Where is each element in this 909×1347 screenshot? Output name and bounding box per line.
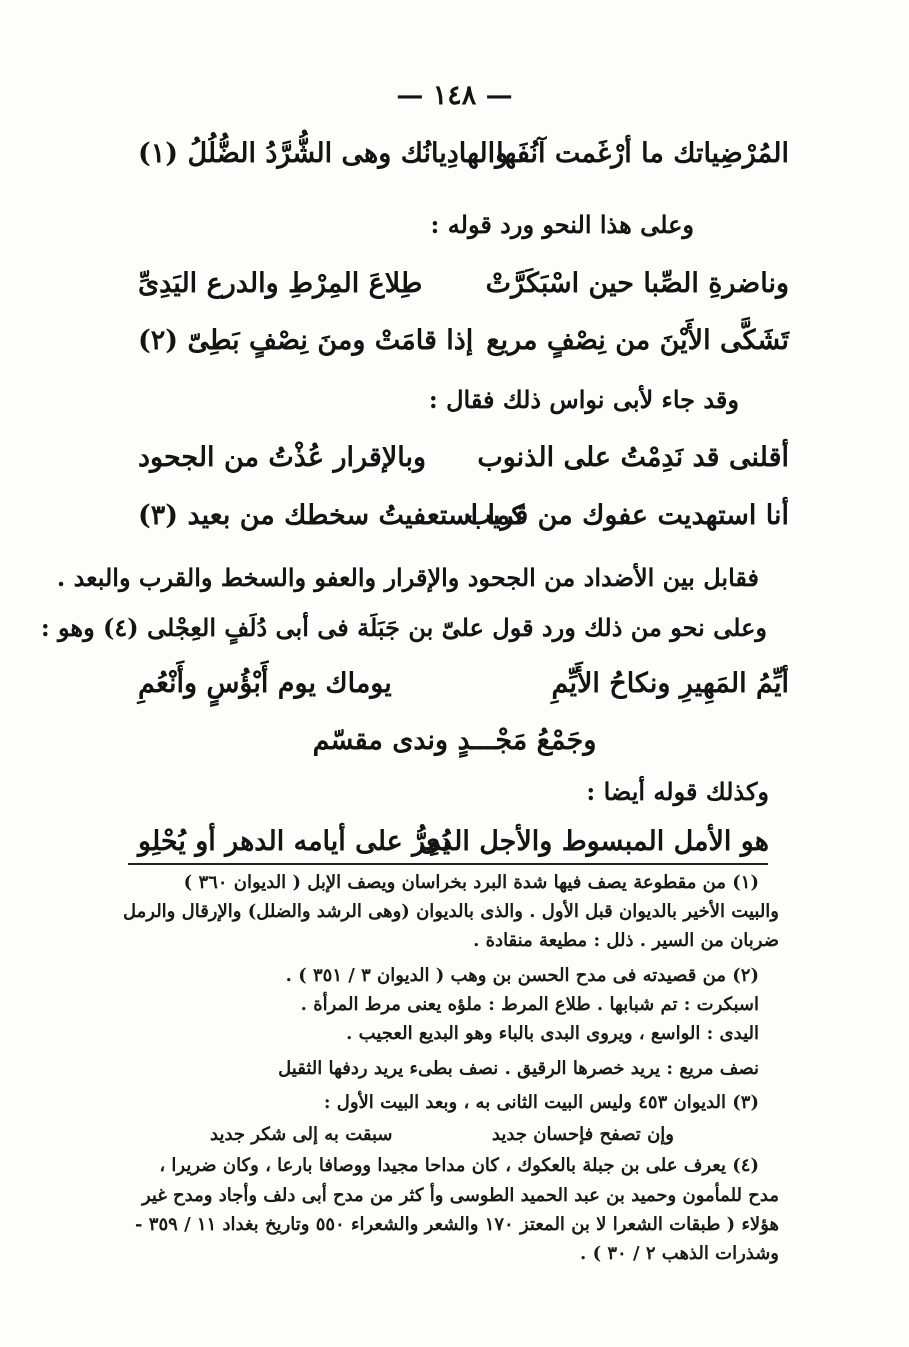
intro-line-3: وكذلك قوله أيضا : <box>586 777 769 806</box>
verse-1-first-hemistich: المُرْضِياتك ما أرْغَمت آنُفَها <box>496 138 789 169</box>
verse-8-second-hemistich: يُمِرُّ على أيامه الدهر أو يُحْلِو <box>138 826 451 857</box>
footnote-3-line-1: (٣) الديوان ٤٥٣ وليس البيت الثانى به ، وبعد البيت الأول : <box>323 1092 759 1113</box>
footnote-2-line-1: (٢) من قصيدته فى مدح الحسن بن وهب ( الديوان ٣ / ٣٥١ ) . <box>285 965 759 986</box>
verse-1-second-hemistich: والهادِيانُك وهى الشُّرَّدُ الضُّلُلُ (١) <box>138 138 509 169</box>
intro-line-2: وقد جاء لأبى نواس ذلك فقال : <box>428 385 739 414</box>
footnote-2-line-2: اسبكرت : تم شبابها . طلاع المرط : ملؤه يعنى مرط المرأة . <box>300 994 759 1015</box>
footnote-4-line-4: وشذرات الذهب ٢ / ٣٠ ) . <box>580 1243 779 1264</box>
verse-3-first-hemistich: تَشَكَّى الأَيْنَ من نِصْفٍ مريع <box>486 325 789 356</box>
verse-5-first-hemistich: أنا استهديت عفوك من قريب <box>466 500 789 531</box>
verse-7-centered: وجَمْعُ مَجْـــدٍ وندى مقسّم <box>312 725 597 756</box>
footnote-1-line-3: ضربان من السير . ذلل : مطيعة منقادة . <box>473 930 779 951</box>
footnote-1-line-2: والبيت الأخير بالديوان قبل الأول . والذى بالديوان (وهى الرشد والضلل) والإرقال والرمل <box>122 901 779 922</box>
verse-3-second-hemistich: إذا قامَتْ ومنَ نِصْفٍ بَطِىّ (٢) <box>138 325 474 356</box>
verse-6-second-hemistich: يوماك يوم أَبْؤُسٍ وأَنْعُمِ <box>138 668 392 699</box>
footnote-4-line-2: مدح للمأمون وحميد بن عبد الحميد الطوسى وأ كثر من مدح أبى دلف وأجاد ومدح غير <box>142 1185 779 1206</box>
footnote-4-line-3: هؤلاء ( طبقات الشعرا لا بن المعتز ١٧٠ والشعر والشعراء ٥٥٠ وتاريخ بغداد ١١ / ٣٥٩ - <box>135 1214 779 1235</box>
footnote-2-line-4: نصف مريع : يريد خصرها الرقيق . نصف بطىء يريد ردفها الثقيل <box>278 1058 759 1079</box>
verse-2-second-hemistich: طِلاعَ المِرْطِ والدرع اليَدِىِّ <box>138 268 423 299</box>
verse-2-first-hemistich: وناضرةِ الصِّبا حين اسْبَكَرَّتْ <box>485 268 789 299</box>
verse-8-first-hemistich: هو الأمل المبسوط والأجل الذى <box>418 826 769 857</box>
paragraph-1: فقابل بين الأضداد من الجحود والإقرار والعفو والسخط والقرب والبعد . <box>56 563 759 592</box>
intro-line-1: وعلى هذا النحو ورد قوله : <box>430 210 694 239</box>
footnote-3-verse-second: سبقت به إلى شكر جديد <box>210 1124 393 1145</box>
verse-6-first-hemistich: أيِّمُ المَهِيرِ ونكاحُ الأَيِّمِ <box>551 668 789 699</box>
verse-4-second-hemistich: وبالإقرار عُذْتُ من الجحود <box>138 442 426 473</box>
footnote-3-verse-first: وإن تصفح فإحسان جديد <box>491 1124 674 1145</box>
footnote-1-line-1: (١) من مقطوعة يصف فيها شدة البرد بخراسان ويصف الإبل ( الديوان ٣٦٠ ) <box>183 872 759 893</box>
footnote-2-line-3: اليدى : الواسع ، ويروى البدى بالباء وهو البديع العجيب . <box>346 1023 759 1044</box>
verse-5-second-hemistich: كما استعفيتُ سخطك من بعيد (٣) <box>138 500 525 531</box>
page-number: — ١٤٨ — <box>396 80 513 111</box>
footnote-4-line-1: (٤) يعرف على بن جبلة بالعكوك ، كان مداحا مجيدا ووصافا بارعا ، وكان ضريرا ، <box>159 1155 759 1176</box>
verse-4-first-hemistich: أقلنى قد نَدِمْتُ على الذنوب <box>477 442 789 473</box>
footnote-divider <box>128 863 768 865</box>
paragraph-2: وعلى نحو من ذلك ورد قول علىّ بن جَبَلَة فى أبى دُلَفٍ العِجْلى (٤) وهو : <box>40 613 767 642</box>
